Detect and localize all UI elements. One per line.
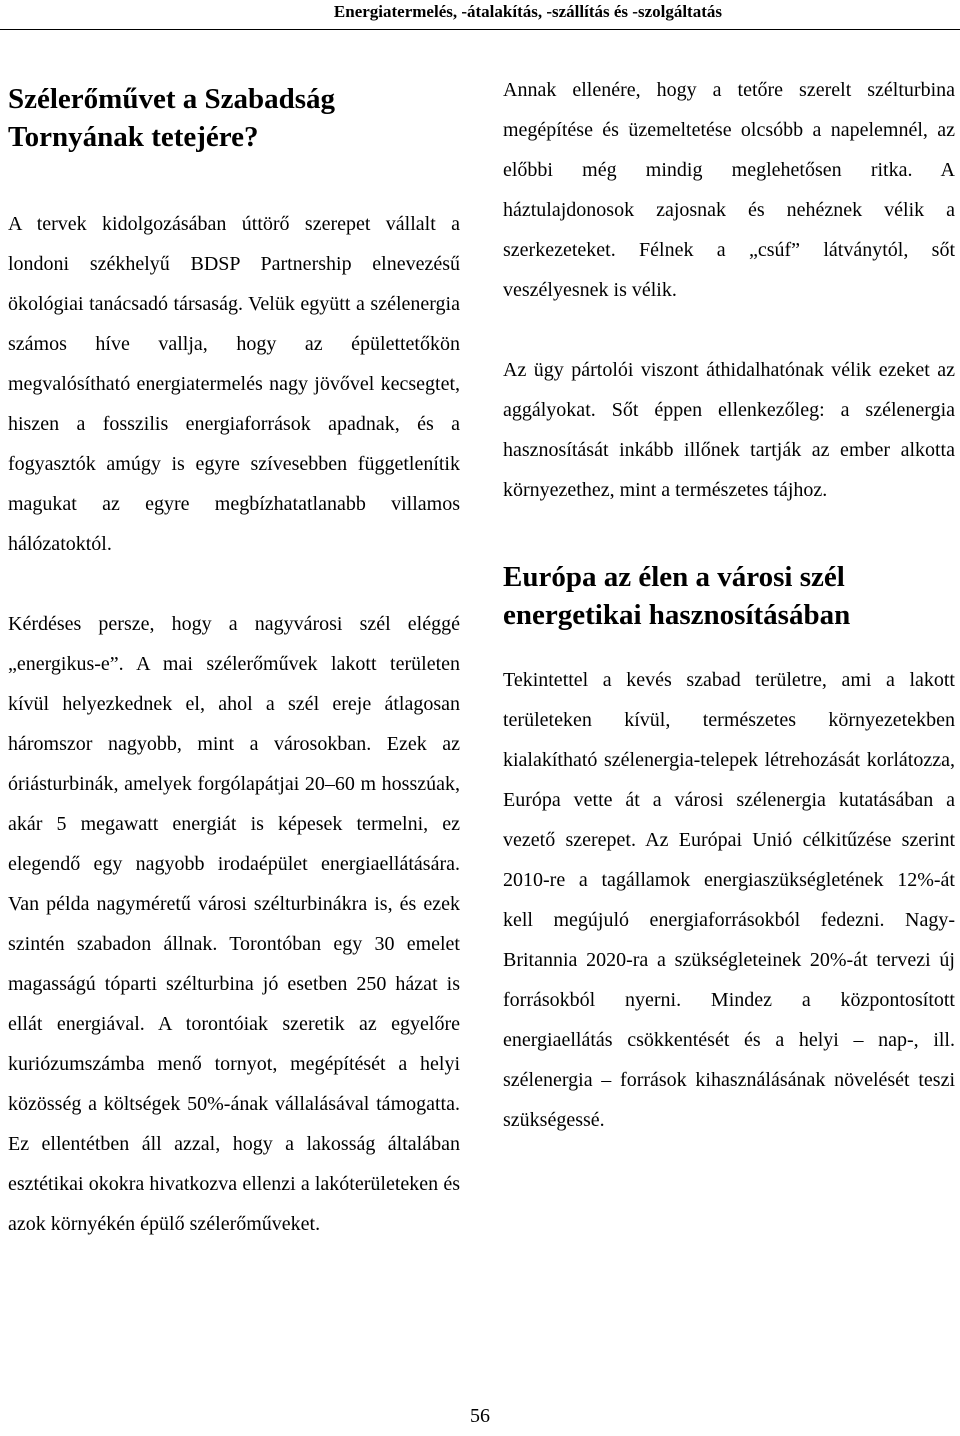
right-column (503, 70, 955, 1140)
article-title-wind-turbine-tower: Szélerőművet a Szabadság Tornyának tetejére? (8, 83, 336, 153)
article-title-europe-leads: Európa az élen a városi szél energetikai hasznosításában (503, 561, 851, 631)
running-header (0, 0, 960, 30)
page-number: 56 (470, 1405, 490, 1427)
left-column (8, 70, 460, 1244)
paragraph-supporters-view: Az ügy pártolói viszont áthidalhatónak vélik ezeket az aggályokat. Sőt éppen ellenkezőleg: a szélenergia hasznosítását inkább illőnek tartják az ember alkotta környezethez, mint a természetes tájhoz. (503, 359, 955, 501)
paragraph-bdsp-partnership: A tervek kidolgozásában úttörő szerepet vállalt a londoni székhelyű BDSP Partnership elnevezésű ökológiai tanácsadó társaság. Velük együtt a szélenergia számos híve vallja, hogy az épülettetőkön megvalósítható energiatermelés nagy jövővel kecsegtet, hiszen a fosszilis energiaforrások apadnak, és a fogyasztók amúgy is egyre szívesebben függetlenítik magukat az egyre megbízhatatlanabb villamos hálózatoktól. (8, 213, 460, 555)
paragraph-europe-targets: Tekintettel a kevés szabad területre, ami a lakott területeken kívül, természetes környezetekben kialakítható szélenergia-telepek létrehozását korlátozza, Európa vette át a városi szélenergia kutatásában a vezető szerepet. Az Európai Unió célkitűzése szerint 2010-re a tagállamok energiaszükségletének 12%-át kell megújuló energiaforrásokból fedezni. Nagy-Britannia 2020-ra a szükségleteinek 20%-át tervezi új forrásokból nyerni. Mindez a központosított energiaellátás csökkentését és a helyi – nap-, ill. szélenergia – források kihasználásának növelését teszi szükségessé. (503, 669, 955, 1131)
running-header-title: Energiatermelés, -átalakítás, -szállítás és -szolgáltatás (333, 2, 722, 21)
paragraph-urban-wind-energy: Kérdéses persze, hogy a nagyvárosi szél eléggé „energikus-e”. A mai szélerőművek lakott területen kívül helyezkednek el, ahol a szél ereje átlagosan háromszor nagyobb, mint a városokban. Ezek az óriásturbinák, amelyek forgólapátjai 20–60 m hosszúak, akár 5 megawatt energiát is képesek termelni, ez elegendő egy nagyobb irodaépület energiaellátására. Van példa nagyméretű városi szélturbinákra is, és ezek szintén szabadon állnak. Torontóban egy 30 emelet magasságú tóparti szélturbina jó esetben 250 házat is ellát energiával. A torontóiak szeretik az egyelőre kuriózumszámba menő tornyot, megépítését a helyi közösség a költségek 50%-ának vállalásával támogatta. Ez ellentétben áll azzal, hogy a lakosság általában esztétikai okokra hivatkozva ellenzi a lakóterületeken és azok környékén épülő szélerőműveket. (8, 613, 460, 1235)
paragraph-rooftop-turbine-cost: Annak ellenére, hogy a tetőre szerelt szélturbina megépítése és üzemeltetése olcsóbb a napelemnél, az előbbi még mindig meglehetősen ritka. A háztulajdonosok zajosnak és nehéznek vélik a szerkezeteket. Félnek a „csúf” látványtól, sőt veszélyesnek is vélik. (503, 79, 955, 301)
